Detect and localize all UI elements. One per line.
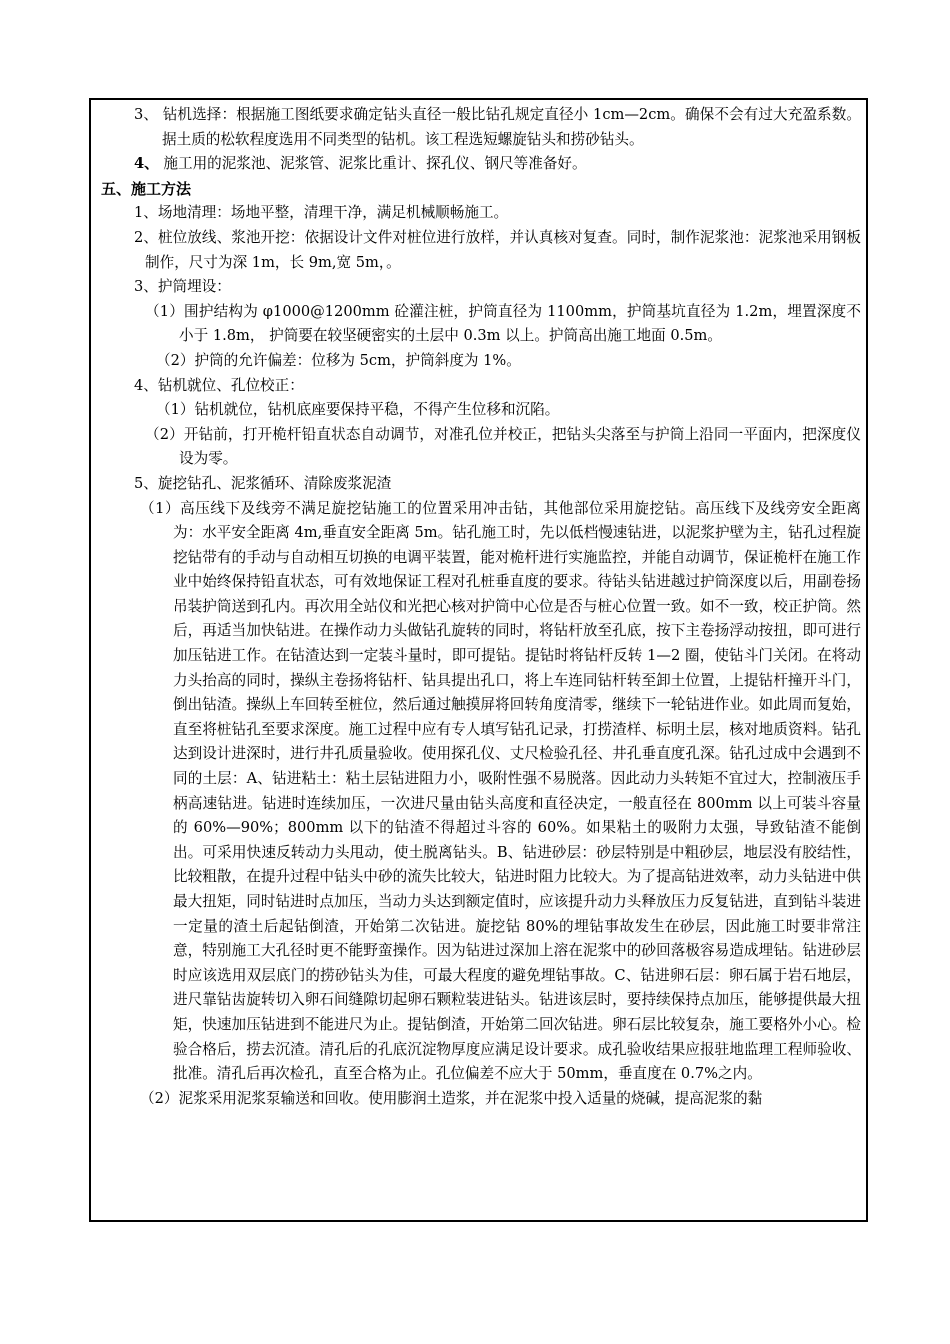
step-5-rotary-drilling: 5、旋挖钻孔、泥浆循环、清除废浆泥渣 [134, 474, 392, 492]
item-4-number: 4、 [134, 155, 159, 173]
item-4-text: 施工用的泥浆池、泥浆管、泥浆比重计、探孔仪、钢尺等准备好。 [158, 155, 587, 173]
step-5-sub-2: （2）泥浆采用泥浆泵输送和回收。使用膨润土造浆，并在泥浆中投入适量的烧碱，提高泥浆的黏 [140, 1089, 763, 1107]
step-4-rig-positioning: 4、钻机就位、孔位校正： [134, 376, 304, 394]
step-2-pile-layout: 2、桩位放线、浆池开挖：依据设计文件对桩位进行放样，并认真核对复查。同时，制作泥浆池：泥浆池采用钢板制作，尺寸为深 1m，长 9m,宽 5m，。 [134, 228, 861, 271]
document-frame [89, 98, 868, 1222]
step-3-sub-1: （1）围护结构为 φ1000@1200mm 砼灌注桩，护筒直径为 1100mm，护筒基坑直径为 1.2m，埋置深度不小于 1.8m， 护筒要在较坚硬密实的土层中 0.3m 以上。护筒高出施工地面 0.5m。 [145, 302, 861, 345]
step-4-sub-1: （1）钻机就位，钻机底座要保持平稳，不得产生位移和沉陷。 [156, 401, 560, 419]
step-4-sub-2: （2）开钻前，打开桅杆铅直状态自动调节，对准孔位并校正，把钻头尖落至与护筒上沿同一平面内，把深度仪设为零。 [145, 425, 861, 468]
item-3-drill-selection: 3、 钻机选择：根据施工图纸要求确定钻头直径一般比钻孔规定直径小 1cm—2cm。确保不会有过大充盈系数。据土质的松软程度选用不同类型的钻机。该工程选短螺旋钻头和捞砂钻头。 [134, 106, 861, 148]
step-3-casing-title: 3、护筒埋设： [134, 278, 231, 296]
item-4-mud-equipment [101, 152, 861, 177]
document-body [101, 103, 861, 1111]
step-1-site-clearing: 1、场地清理：场地平整，清理干净，满足机械顺畅施工。 [134, 204, 509, 222]
section-title-construction-method: 五、施工方法 [101, 179, 192, 198]
step-3-sub-2: （2）护筒的允许偏差：位移为 5cm，护筒斜度为 1%。 [156, 351, 521, 369]
step-5-sub-1: （1）高压线下及线旁不满足旋挖钻施工的位置采用冲击钻，其他部位采用旋挖钻。高压线下及线旁安全距离为：水平安全距离 4m,垂直安全距离 5m。钻孔施工时，先以低档慢速钻进，以泥浆护壁为主，钻孔过程旋挖钻带有的手动与自动相互切换的电调平装置，能对桅杆进行实施监控，并能自动调节，保证桅杆在施工作业中始终保持铅直状态，可有效地保证工程对孔桩垂直度的要求。待钻头钻进越过护筒深度以后，用副卷扬吊装护筒送到孔内。再次用全站仪和光把心核对护筒中心位是否与桩心位置一致。如不一致，校正护筒。然后，再适当加快钻进。在操作动力头做钻孔旋转的同时，将钻杆放至孔底，按下主卷扬浮动按扭，即可进行加压钻进工作。在钻渣达到一定装斗量时，即可提钻。提钻时将钻杆反转 1—2 圈，使钻斗门关闭。在将动力头抬高的同时，操纵主卷扬将钻杆、钻具提出孔口，将上车连同钻杆转至卸土位置，上提钻杆撞开斗门，倒出钻渣。操纵上车回转至桩位，然后通过触摸屏将回转角度清零，继续下一轮钻进作业。如此周而复始，直至将桩钻孔至要求深度。施工过程中应有专人填写钻孔记录，打捞渣样、标明土层，核对地质资料。钻孔达到设计进深时，进行井孔质量验收。使用探孔仪、丈尺检验孔径、井孔垂直度孔深。钻孔过成中会遇到不同的土层：A、钻进粘土：粘土层钻进阻力小，吸附性强不易脱落。因此动力头转矩不宜过大，控制液压手柄高速钻进。钻进时连续加压，一次进尺量由钻头高度和直径决定，一般直径在 800mm 以上可装斗容量的 60%—90%；800mm 以下的钻渣不得超过斗容的 60%。如果粘土的吸附力太强，导致钻渣不能倒出。可采用快速反转动力头甩动，使土脱离钻头。B、钻进砂层：砂层特别是中粗砂层，地层没有胶结性，比较粗散，在提升过程中钻头中砂的流失比较大，钻进时阻力比较大。为了提高钻进效率，动力头钻进中供最大扭矩，同时钻进时点加压，当动力头达到额定值时，应该提升动力头释放压力反复钻进，直到钻斗装进一定量的渣土后起钻倒渣，开始第二次钻进。旋挖钻 80%的埋钻事故发生在砂层，因此施工时要非常注意，特别施工大孔径时更不能野蛮操作。因为钻进过深加上溶在泥浆中的砂回落极容易造成埋钻。钻进砂层时应该选用双层底门的捞砂钻头为佳，可最大程度的避免埋钻事故。C、钻进卵石层：卵石属于岩石地层，进尺靠钻齿旋转切入卵石间缝隙切起卵石颗粒装进钻头。钻进该层时，要持续保持点加压，能够提供最大扭矩，快速加压钻进到不能进尺为止。提钻倒渣，开始第二回次钻进。卵石层比较复杂，施工要格外小心。检验合格后，捞去沉渣。清孔后的孔底沉淀物厚度应满足设计要求。成孔验收结果应报驻地监理工程师验收、批准。清孔后再次检孔，直至合格为止。孔位偏差不应大于 50mm，垂直度在 0.7%之内。 [140, 499, 861, 1083]
